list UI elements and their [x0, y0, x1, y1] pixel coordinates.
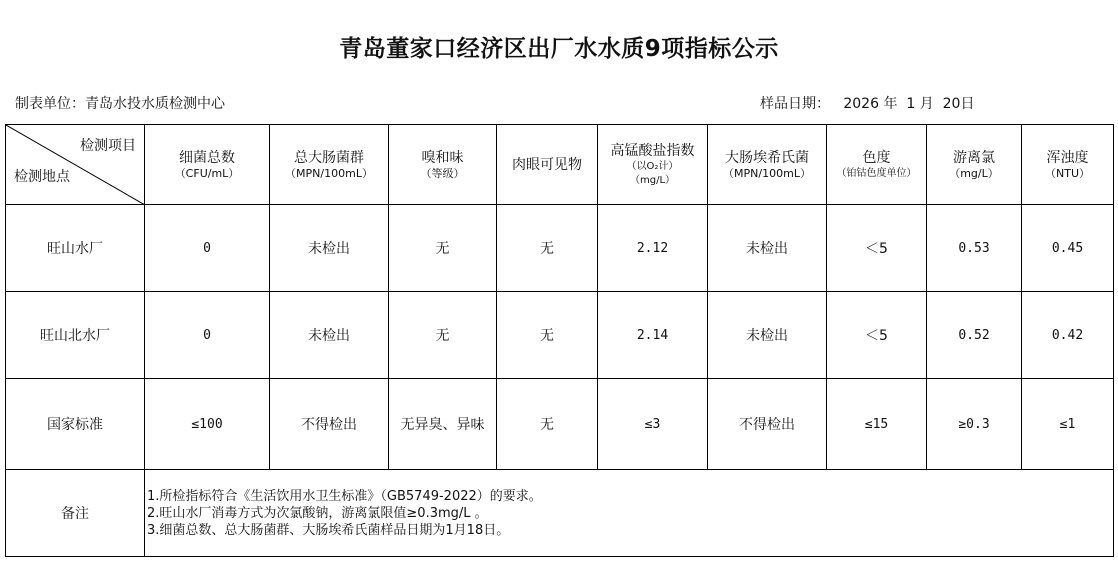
value-cell: 0.42 [1022, 292, 1114, 379]
header-cell [389, 125, 497, 205]
header-cell [270, 125, 389, 205]
sample-date [760, 93, 974, 113]
sample-date-day-unit: 日 [960, 96, 975, 112]
notes-label: 备注 [6, 470, 145, 557]
header-cell [145, 125, 270, 205]
corner-label-items: 检测项目 [80, 138, 136, 154]
column-unit: （mg/L） [949, 166, 999, 180]
site-cell: 旺山北水厂 [6, 292, 145, 379]
value-cell: 0.45 [1022, 205, 1114, 292]
header-cell [1022, 125, 1114, 205]
water-quality-table [5, 124, 1114, 557]
notes-content [145, 470, 1114, 557]
header-cell [708, 125, 827, 205]
sample-date-year-unit: 年 [883, 96, 898, 112]
value-cell: 未检出 [708, 292, 827, 379]
table-row [6, 292, 1114, 379]
sample-date-label: 样品日期： [760, 96, 830, 112]
value-cell: 无 [497, 205, 598, 292]
value-cell: 0 [145, 292, 270, 379]
value-cell: 未检出 [708, 205, 827, 292]
value-cell: ≤3 [598, 379, 708, 470]
note-line: 2.旺山水厂消毒方式为次氯酸钠，游离氯限值≥0.3mg/L 。 [147, 505, 488, 521]
column-unit-secondary: （mg/L） [629, 174, 676, 186]
value-cell: 无异臭、异味 [389, 379, 497, 470]
column-unit: （NTU） [1045, 166, 1090, 180]
sample-date-year: 2026 [843, 96, 879, 112]
column-name: 色度 [862, 149, 891, 166]
column-name: 浑浊度 [1046, 149, 1089, 166]
column-name: 总大肠菌群 [294, 149, 364, 166]
value-cell: 不得检出 [270, 379, 389, 470]
value-cell: 无 [497, 379, 598, 470]
value-cell: ≤1 [1022, 379, 1114, 470]
value-cell: 未检出 [270, 292, 389, 379]
header-corner-cell [6, 125, 145, 205]
header-cell [827, 125, 927, 205]
value-cell: 2.14 [598, 292, 708, 379]
corner-label-sites: 检测地点 [14, 169, 70, 185]
column-unit: （CFU/mL） [174, 166, 240, 180]
value-cell: 0.53 [927, 205, 1022, 292]
sample-date-day: 20 [942, 96, 961, 112]
sample-date-month: 1 [906, 96, 916, 112]
value-cell: 无 [389, 292, 497, 379]
column-name: 游离氯 [953, 149, 995, 166]
column-unit: （MPN/100mL） [285, 166, 373, 180]
page-title: 青岛董家口经济区出厂水水质9项指标公示 [339, 36, 779, 62]
column-name: 大肠埃希氏菌 [725, 149, 809, 166]
value-cell: 0.52 [927, 292, 1022, 379]
column-unit: （以O₂计） [626, 160, 679, 172]
value-cell: 2.12 [598, 205, 708, 292]
value-cell: 无 [497, 292, 598, 379]
value-cell: ≥0.3 [927, 379, 1022, 470]
column-name: 肉眼可见物 [512, 156, 582, 173]
value-cell: 不得检出 [708, 379, 827, 470]
column-unit: （MPN/100mL） [723, 166, 811, 180]
notes-row [6, 470, 1114, 557]
column-unit: （等级） [420, 166, 465, 180]
table-row [6, 379, 1114, 470]
note-line: 3.细菌总数、总大肠菌群、大肠埃希氏菌样品日期为1月18日。 [147, 522, 510, 538]
value-cell: ＜5 [827, 292, 927, 379]
column-unit: （铂钴色度单位） [836, 167, 917, 179]
site-cell: 国家标准 [6, 379, 145, 470]
table-row [6, 205, 1114, 292]
value-cell: ＜5 [827, 205, 927, 292]
column-name: 嗅和味 [421, 149, 464, 166]
site-cell: 旺山水厂 [6, 205, 145, 292]
value-cell: 无 [389, 205, 497, 292]
value-cell: 未检出 [270, 205, 389, 292]
sample-date-month-unit: 月 [919, 96, 934, 112]
issuing-unit: 制表单位：青岛水投水质检测中心 [15, 96, 225, 112]
column-name: 细菌总数 [179, 149, 235, 166]
value-cell: ≤15 [827, 379, 927, 470]
value-cell: 0 [145, 205, 270, 292]
value-cell: ≤100 [145, 379, 270, 470]
header-cell [598, 125, 708, 205]
column-name: 高锰酸盐指数 [610, 142, 695, 159]
header-row [6, 125, 1114, 205]
note-line: 1.所检指标符合《生活饮用水卫生标准》（GB5749-2022）的要求。 [147, 488, 542, 504]
header-cell [497, 125, 598, 205]
header-cell [927, 125, 1022, 205]
